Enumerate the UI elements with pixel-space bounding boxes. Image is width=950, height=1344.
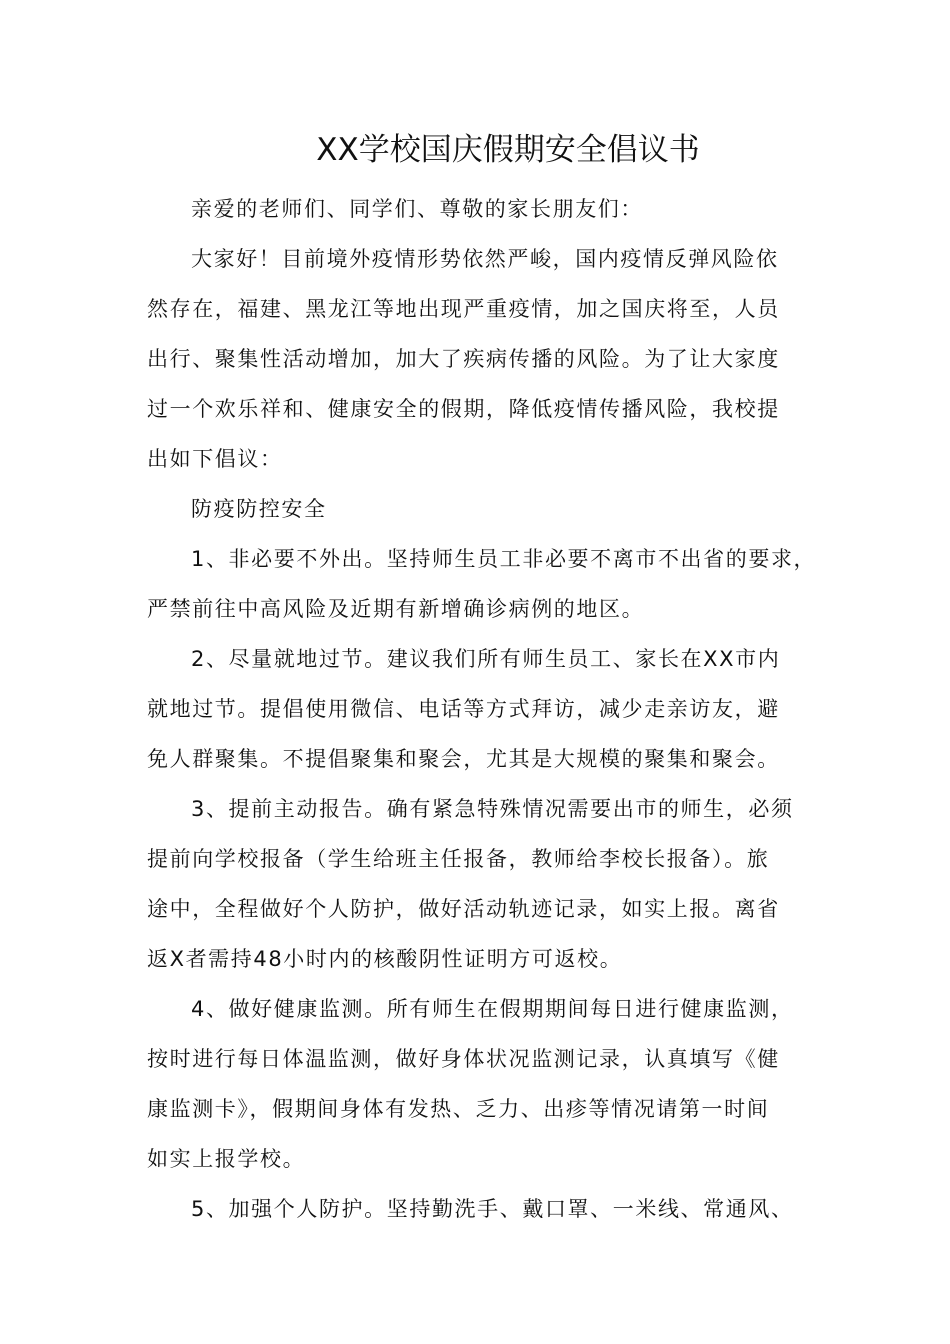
item-2-line: 就地过节。提倡使用微信、电话等方式拜访，减少走亲访友，避 (147, 697, 780, 721)
document-body (147, 184, 837, 1234)
item-4-line: 4、做好健康监测。所有师生在假期期间每日进行健康监测， (191, 997, 794, 1021)
intro-line: 然存在，福建、黑龙江等地出现严重疫情，加之国庆将至，人员 (147, 297, 780, 321)
item-3-line: 途中，全程做好个人防护，做好活动轨迹记录，如实上报。离省 (147, 897, 780, 921)
intro-line: 大家好！目前境外疫情形势依然严峻，国内疫情反弹风险依 (191, 247, 779, 271)
intro-line: 出行、聚集性活动增加，加大了疾病传播的风险。为了让大家度 (147, 347, 780, 371)
item-3-line: 返X者需持48小时内的核酸阴性证明方可返校。 (147, 947, 623, 971)
item-1-line: 严禁前往中高风险及近期有新增确诊病例的地区。 (147, 597, 645, 621)
item-3-line: 提前向学校报备（学生给班主任报备，教师给李校长报备）。旅 (147, 847, 770, 871)
item-5-line: 5、加强个人防护。坚持勤洗手、戴口罩、一米线、常通风、 (191, 1197, 794, 1221)
item-4-line: 康监测卡》，假期间身体有发热、乏力、出疹等情况请第一时间 (147, 1097, 770, 1121)
item-4-line: 按时进行每日体温监测，做好身体状况监测记录，认真填写《健 (147, 1047, 780, 1071)
greeting: 亲爱的老师们、同学们、尊敬的家长朋友们： (191, 197, 643, 221)
item-2-line: 2、尽量就地过节。建议我们所有师生员工、家长在XX市内 (191, 647, 781, 671)
section-heading: 防疫防控安全 (191, 497, 327, 521)
intro-line: 出如下倡议： (147, 447, 283, 471)
item-4-line: 如实上报学校。 (147, 1147, 306, 1171)
item-1-line: 1、非必要不外出。坚持师生员工非必要不离市不出省的要求， (191, 547, 817, 571)
intro-line: 过一个欢乐祥和、健康安全的假期，降低疫情传播风险，我校提 (147, 397, 780, 421)
item-3-line: 3、提前主动报告。确有紧急特殊情况需要出市的师生，必须 (191, 797, 794, 821)
item-2-line: 免人群聚集。不提倡聚集和聚会，尤其是大规模的聚集和聚会。 (147, 747, 780, 771)
document-title: XX学校国庆假期安全倡议书 (316, 132, 700, 168)
